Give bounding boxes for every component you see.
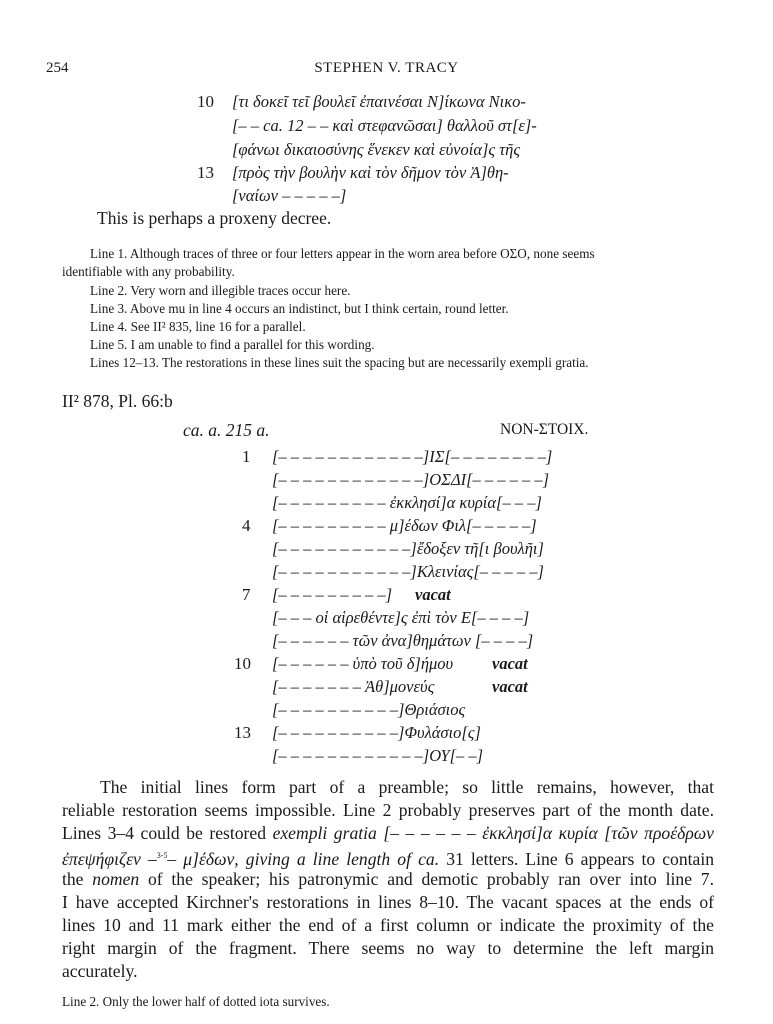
paragraph-line: I have accepted Kirchner's restorations in lines 8–10. The vacant spaces at the ends of xyxy=(62,892,714,912)
summary-sentence: This is perhaps a proxeny decree. xyxy=(97,208,332,228)
line-number: 13 xyxy=(234,723,251,742)
inscription-line: [τι δοκεῖ τεῖ βουλεῖ ἐπαινέσαι Ν]ίκωνα Νικο- xyxy=(232,92,526,111)
paragraph-line: lines 10 and 11 mark either the end of a first column or indicate the proximity of the xyxy=(62,915,714,935)
inscription-line: [– – – – – – – – – μ]έδων Φιλ[– – – – –] xyxy=(272,516,537,535)
paragraph-line: Lines 3–4 could be restored exempli gratia [– – – – – – ἐκκλησί]α κυρία [τῶν προέδρων xyxy=(62,823,714,843)
paragraph-line: ἐπεψήφιζεν –$^{3-5}$– μ]έδων, giving a line length of ca. 31 letters. Line 6 appears to contain xyxy=(62,848,715,869)
paragraph-line: accurately. xyxy=(62,961,138,981)
vacat-label: vacat xyxy=(492,677,528,696)
note-line: identifiable with any probability. xyxy=(62,264,235,279)
inscription-line: [ναίων – – – – –] xyxy=(232,186,347,205)
note-line: Line 2. Very worn and illegible traces occur here. xyxy=(90,283,351,298)
line-number: 1 xyxy=(242,447,251,466)
paragraph-line: the nomen of the speaker; his patronymic and demotic probably ran over into line 7. xyxy=(62,869,714,889)
inscription-line: [– – – – – – – – – – –]ἔδοξεν τῆ[ι βουλῆι] xyxy=(272,539,544,558)
inscription-line: [φάνωι δικαιοσύνης ἕνεκεν καὶ εὐνοία]ς τῆς xyxy=(232,140,521,159)
running-head: STEPHEN V. TRACY xyxy=(314,60,459,76)
inscription-line: [– – – οἱ αἱρεθέντε]ς ἐπὶ τὸν Ε[– – – –] xyxy=(272,608,530,627)
section-style: NON-ΣΤΟΙΧ. xyxy=(500,421,589,438)
note-line: Line 4. See II² 835, line 16 for a parallel. xyxy=(90,319,306,334)
page-number: 254 xyxy=(46,60,69,76)
inscription-line: [– – – – – – – – – –]Φυλάσιο[ς] xyxy=(272,723,481,742)
inscription-line: [– – – – – – – – – – – –]ΟΥ[– –] xyxy=(272,746,484,765)
inscription-line: [– – – – – – – – – –]Θριάσιος xyxy=(272,700,466,719)
line-number: 7 xyxy=(242,585,251,604)
line-number: 4 xyxy=(242,516,251,535)
inscription-line: [πρὸς τὴν βουλὴν καὶ τὸν δῆμον τὸν Ἀ]θη- xyxy=(232,163,509,182)
line-number: 10 xyxy=(234,654,251,673)
inscription-line: [– – – – – – – – – – –]Κλεινίας[– – – – –] xyxy=(272,562,544,581)
paragraph-line: reliable restoration seems impossible. Line 2 probably preserves part of the month date. xyxy=(62,800,714,820)
note-line: Line 5. I am unable to find a parallel for this wording. xyxy=(90,337,375,352)
inscription-line: [– – – – – – τῶν ἀνα]θημάτων [– – – –] xyxy=(272,631,534,650)
inscription-line: [– – – – – – – – – – – –]ΟΣΔΙ[– – – – – –] xyxy=(272,470,550,489)
footnote: Line 2. Only the lower half of dotted iota survives. xyxy=(62,994,330,1009)
vacat-label: vacat xyxy=(492,654,528,673)
note-line: Line 1. Although traces of three or four letters appear in the worn area before ΟΣΟ, none seems xyxy=(90,246,595,261)
inscription-line: [– – – – – – – – –] xyxy=(272,585,393,604)
inscription-line: [– – – – – – ὑπὸ τοῦ δ]ήμου xyxy=(272,654,454,673)
paragraph-line: The initial lines form part of a preamble; so little remains, however, that xyxy=(100,777,714,797)
inscription-line: [– – – – – – – – – – – –]ΙΣ[– – – – – – – –] xyxy=(272,447,553,466)
inscription-line: [– – – – – – – – – ἐκκλησί]α κυρία[– – –] xyxy=(272,493,542,512)
line-number: 10 xyxy=(197,92,214,111)
line-number: 13 xyxy=(197,163,214,182)
section-date: ca. a. 215 a. xyxy=(183,420,270,440)
section-heading: II² 878, Pl. 66:b xyxy=(62,391,173,411)
note-line: Lines 12–13. The restorations in these lines suit the spacing but are necessarily exempli gratia. xyxy=(90,355,589,370)
note-line: Line 3. Above mu in line 4 occurs an indistinct, but I think certain, round letter. xyxy=(90,301,509,316)
inscription-line: [– – – – – – – Ἀθ]μονεύς xyxy=(272,677,435,696)
inscription-line: [– – ca. 12 – – καὶ στεφανῶσαι] θαλλοῦ στ[ε]- xyxy=(232,116,537,135)
paragraph-line: right margin of the fragment. There seems no way to determine the left margin xyxy=(62,938,714,958)
vacat-label: vacat xyxy=(415,585,451,604)
